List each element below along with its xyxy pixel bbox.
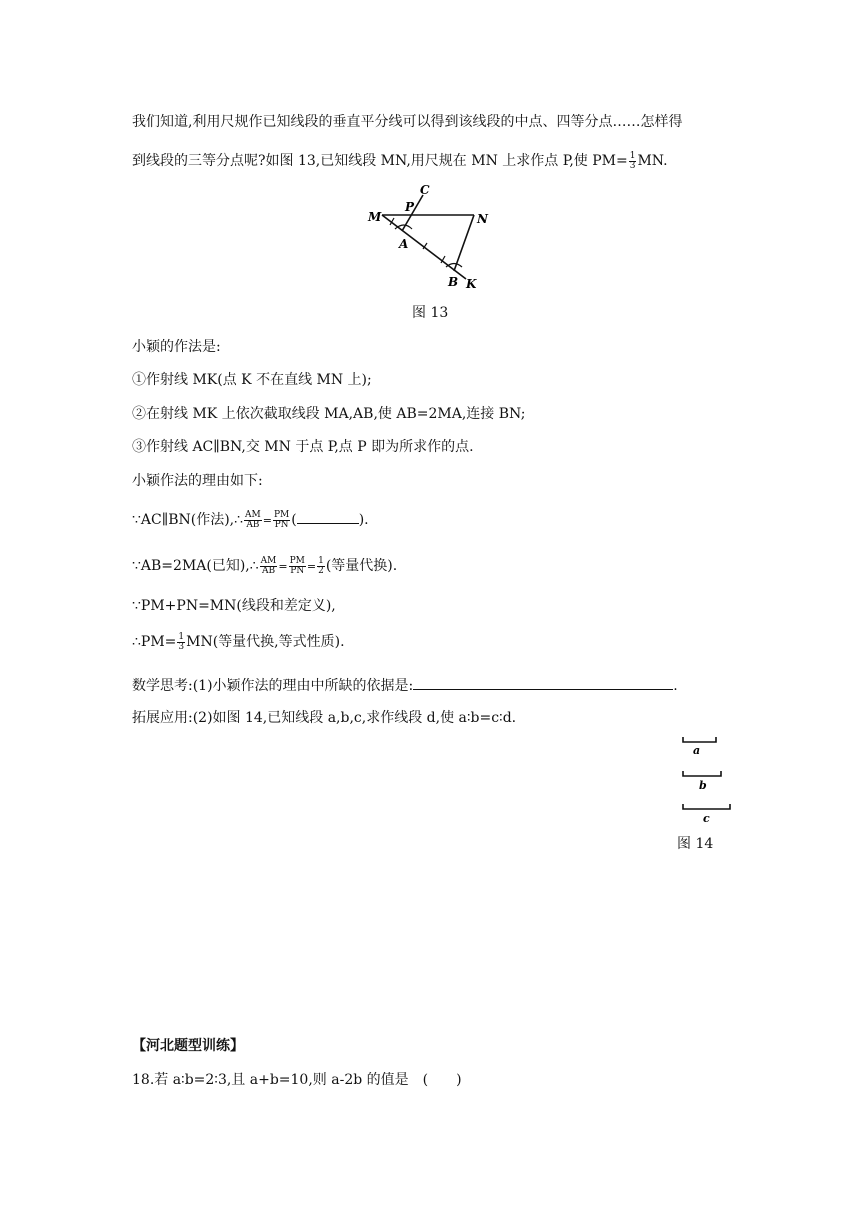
fraction-one-half: $\frac{1}{2}$ (318, 555, 324, 576)
intro-line-2: 到线段的三等分点呢?如图 13,已知线段 MN,用尺规在 MN 上求作点 P,使 PM= $\frac{1}{3}$ MN. (132, 150, 668, 171)
figure-13-diagram (362, 185, 492, 293)
segment-a (683, 737, 716, 742)
intro-line-1: 我们知道,利用尺规作已知线段的垂直平分线可以得到该线段的中点、四等分点……怎样得 (132, 114, 683, 130)
label-b: B (448, 275, 459, 289)
fraction-am-ab: $\frac{AM}{AB}$ (245, 509, 261, 530)
reason-line-4: ∴PM= $\frac{1}{3}$ MN(等量代换,等式性质). (132, 631, 345, 652)
reason-heading: 小颖作法的理由如下: (132, 473, 263, 489)
fraction-pm-pn: $\frac{PM}{PN}$ (289, 555, 305, 576)
label-n: N (477, 212, 488, 226)
question-1: 数学思考:(1)小颖作法的理由中所缺的依据是: . (132, 675, 678, 696)
answer-blank[interactable] (413, 675, 673, 690)
segment-bn (454, 215, 474, 271)
question-18: 18.若 a∶b=2∶3,且 a+b=10,则 a-2b 的值是 ( ) (132, 1072, 462, 1088)
figure-14-caption: 图 14 (677, 836, 714, 852)
label-a: A (399, 237, 409, 251)
section-title: 【河北题型训练】 (132, 1038, 244, 1054)
figure-13-caption: 图 13 (412, 305, 449, 321)
reason-line-2: ∵AB=2MA(已知),∴ $\frac{AM}{AB}$ = $\frac{PM}{PN}$ = $\frac{1}{2}$ (等量代换). (132, 555, 398, 576)
label-m: M (368, 210, 382, 224)
method-step-3: ③作射线 AC∥BN,交 MN 于点 P,点 P 即为所求作的点. (132, 439, 474, 455)
reason-line-1: ∵AC∥BN(作法),∴ $\frac{AM}{AB}$ = $\frac{PM}{PN}$ ( ). (132, 509, 369, 530)
reason-blank[interactable] (297, 509, 359, 524)
method-step-1: ①作射线 MK(点 K 不在直线 MN 上); (132, 372, 372, 388)
reason-line-3: ∵PM+PN=MN(线段和差定义), (132, 598, 336, 614)
method-step-2: ②在射线 MK 上依次截取线段 MA,AB,使 AB=2MA,连接 BN; (132, 406, 526, 422)
figure-14-segments (678, 734, 738, 826)
label-a: a (693, 744, 701, 757)
segment-b (683, 771, 721, 776)
label-k: K (466, 277, 477, 291)
segment-c (683, 804, 730, 809)
fraction-one-third: $\frac{1}{3}$ (178, 631, 185, 652)
fraction-pm-pn: $\frac{PM}{PN}$ (273, 509, 290, 530)
question-2: 拓展应用:(2)如图 14,已知线段 a,b,c,求作线段 d,使 a∶b=c∶d. (132, 710, 517, 726)
label-c: c (703, 812, 710, 825)
fraction-am-ab: $\frac{AM}{AB}$ (260, 555, 277, 576)
label-p: P (405, 200, 415, 214)
method-heading: 小颖的作法是: (132, 339, 221, 355)
fraction-one-third: $\frac{1}{3}$ (629, 150, 636, 171)
label-c: C (420, 185, 430, 197)
label-b: b (699, 779, 707, 792)
